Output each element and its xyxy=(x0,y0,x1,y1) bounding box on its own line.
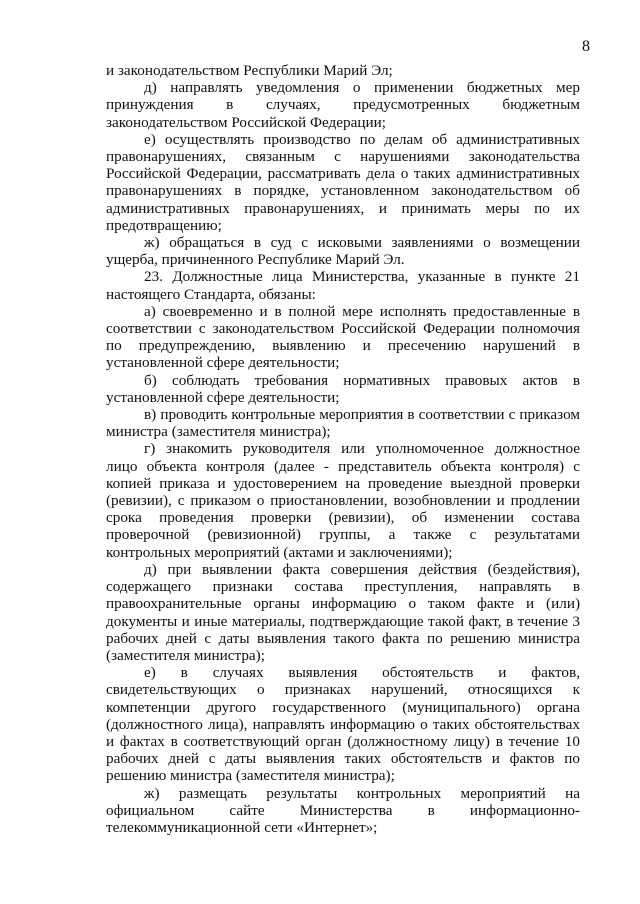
paragraph-23-b: б) соблюдать требования нормативных правовых актов в установленной сфере деятельности; xyxy=(106,371,580,406)
paragraph-23: 23. Должностные лица Министерства, указанные в пункте 21 настоящего Стандарта, обязаны: xyxy=(106,268,580,303)
paragraph-22-zh: ж) обращаться в суд с исковыми заявлениями о возмещении ущерба, причиненного Республике Марий Эл. xyxy=(106,234,580,269)
paragraph-23-zh: ж) размещать результаты контрольных мероприятий на официальном сайте Министерства в информационно-телекоммуникационной сети «Интернет»; xyxy=(106,784,580,836)
paragraph-23-d: д) при выявлении факта совершения действия (бездействия), содержащего признаки состава преступления, направлять в правоохранительные органы информацию о таком факте и (или) документы и иные материалы, подтверждающие такой факт, в течение 3 рабочих дней с даты выявления такого факта по решению министра (заместителя министра); xyxy=(106,560,580,664)
page-number: 8 xyxy=(582,38,590,55)
paragraph-23-e: е) в случаях выявления обстоятельств и фактов, свидетельствующих о признаках нарушений, относящихся к компетенции другого государственного (муниципального) органа (должностного лица), направлять информацию о таких обстоятельствах и фактах в соответствующий орган (должностному лицу) в течение 10 рабочих дней с даты выявления таких обстоятельств и фактов по решению министра (заместителя министра); xyxy=(106,664,580,785)
document-body xyxy=(106,62,580,836)
paragraph-23-v: в) проводить контрольные мероприятия в соответствии с приказом министра (заместителя министра); xyxy=(106,406,580,441)
paragraph-23-a: а) своевременно и в полной мере исполнять предоставленные в соответствии с законодательством Российской Федерации полномочия по предупреждению, выявлению и пресечению нарушений в установленной сфере деятельности; xyxy=(106,302,580,372)
paragraph-22-e: е) осуществлять производство по делам об административных правонарушениях, связанным с нарушениями законодательства Российской Федерации, рассматривать дела о таких административных правонарушениях в порядке, установленном законодательством об административных правонарушениях, и принимать меры по их предотвращению; xyxy=(106,130,580,234)
paragraph-22-d: д) направлять уведомления о применении бюджетных мер принуждения в случаях, предусмотренных бюджетным законодательством Российской Федерации; xyxy=(106,79,580,131)
paragraph-continuation: и законодательством Республики Марий Эл; xyxy=(106,62,393,79)
paragraph-23-g: г) знакомить руководителя или уполномоченное должностное лицо объекта контроля (далее - представитель объекта контроля) с копией приказа и удостоверением на проведение выездной проверки (ревизии), с приказом о приостановлении, возобновлении и продлении срока проведения проверки (ревизии), об изменении состава проверочной (ревизионной) группы, а также с результатами контрольных мероприятий (актами и заключениями); xyxy=(106,440,580,561)
